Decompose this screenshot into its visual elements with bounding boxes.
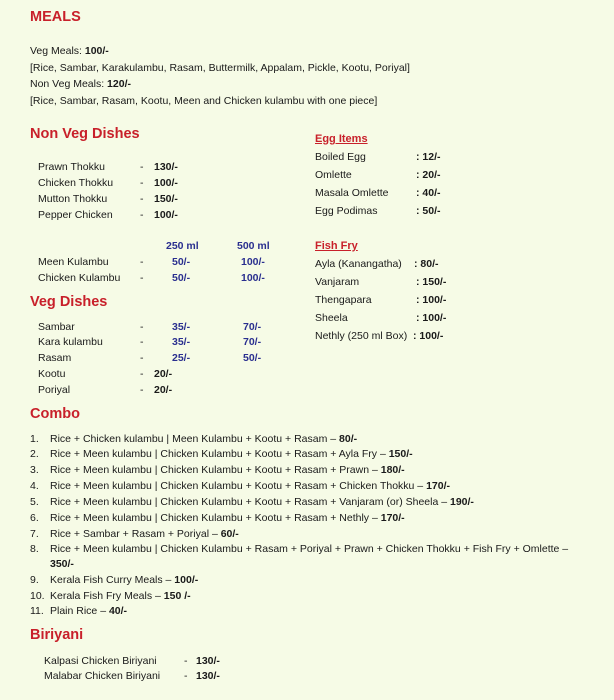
combo-text: Rice + Meen kulambu | Chicken Kulambu + Kootu + Rasam + Ayla Fry – — [50, 448, 389, 460]
kulambu-name: Meen Kulambu — [38, 256, 109, 268]
veg-item-name: Sambar — [38, 321, 75, 333]
nonveg-meals-line — [30, 78, 131, 90]
dash: - — [140, 352, 144, 364]
dash: - — [140, 177, 144, 189]
fish-item-price: : 100/- — [413, 330, 444, 342]
combo-item — [30, 512, 405, 524]
combo-price: 150 /- — [163, 590, 191, 602]
dash: - — [140, 368, 144, 380]
combo-text: Rice + Sambar + Rasam + Poriyal – — [50, 528, 221, 540]
combo-num: 7. — [30, 528, 39, 540]
veg-item-price: 20/- — [154, 384, 173, 396]
combo-price: 170/- — [380, 512, 405, 524]
egg-item-name: Egg Podimas — [315, 205, 378, 217]
combo-heading: Combo — [30, 406, 80, 422]
dash: - — [140, 161, 144, 173]
combo-item — [30, 464, 405, 476]
veg-meals-price: 100/- — [84, 45, 109, 57]
fish-item-name: Vanjaram — [315, 276, 360, 288]
price-250: 50/- — [172, 256, 191, 268]
egg-item-price: : 20/- — [416, 169, 441, 181]
combo-item-continued — [30, 558, 74, 570]
nonveg-item-name: Pepper Chicken — [38, 209, 113, 221]
biriyani-price: 130/- — [196, 670, 220, 682]
nonveg-item-price: 130/- — [154, 161, 178, 173]
combo-price: 60/- — [220, 528, 239, 540]
veg-heading: Veg Dishes — [30, 294, 108, 310]
dash: - — [184, 670, 188, 682]
combo-text: Kerala Fish Curry Meals – — [50, 574, 175, 586]
price-500: 70/- — [243, 336, 262, 348]
combo-text: Rice + Meen kulambu | Chicken Kulambu + Kootu + Rasam + Prawn – — [50, 464, 381, 476]
price-250: 35/- — [172, 321, 191, 333]
combo-num: 9. — [30, 574, 39, 586]
nonveg-heading: Non Veg Dishes — [30, 126, 140, 142]
combo-text: Rice + Chicken kulambu | Meen Kulambu + Kootu + Rasam – — [50, 433, 340, 445]
fish-item-name: Nethly (250 ml Box) — [315, 330, 408, 342]
combo-num: 3. — [30, 464, 39, 476]
dash: - — [140, 209, 144, 221]
veg-item-price: 20/- — [154, 368, 173, 380]
nonveg-item-name: Mutton Thokku — [38, 193, 108, 205]
nonveg-item-name: Chicken Thokku — [38, 177, 114, 189]
combo-text: Rice + Meen kulambu | Chicken Kulambu + Kootu + Rasam + Vanjaram (or) Sheela – — [50, 496, 450, 508]
combo-price: 80/- — [339, 433, 358, 445]
combo-price: 350/- — [50, 558, 74, 570]
dash: - — [140, 321, 144, 333]
egg-item-name: Boiled Egg — [315, 151, 366, 163]
price-250: 35/- — [172, 336, 191, 348]
price-500: 100/- — [241, 256, 265, 268]
dash: - — [140, 384, 144, 396]
biriyani-name: Kalpasi Chicken Biriyani — [44, 655, 157, 667]
nonveg-meals-price: 120/- — [107, 78, 131, 90]
egg-item-price: : 12/- — [416, 151, 441, 163]
egg-item-name: Masala Omlette — [315, 187, 389, 199]
combo-num: 8. — [30, 543, 39, 555]
combo-item — [30, 496, 474, 508]
combo-text: Rice + Meen kulambu | Chicken Kulambu + Kootu + Rasam + Nethly – — [50, 512, 381, 524]
combo-price: 180/- — [380, 464, 405, 476]
veg-meals-line — [30, 45, 109, 57]
veg-item-name: Rasam — [38, 352, 72, 364]
biriyani-price: 130/- — [196, 655, 220, 667]
combo-text: Rice + Meen kulambu | Chicken Kulambu + Kootu + Rasam + Chicken Thokku – — [50, 480, 427, 492]
combo-item — [30, 480, 450, 492]
nonveg-item-price: 100/- — [154, 177, 178, 189]
nonveg-meals-label: Non Veg Meals: — [30, 78, 108, 90]
nonveg-item-name: Prawn Thokku — [38, 161, 105, 173]
combo-item — [30, 543, 568, 555]
nonveg-item-price: 150/- — [154, 193, 178, 205]
dash: - — [184, 655, 188, 667]
veg-meals-label: Veg Meals: — [30, 45, 85, 57]
combo-item — [30, 433, 357, 445]
fish-item-name: Thengapara — [315, 294, 372, 306]
egg-item-price: : 40/- — [416, 187, 441, 199]
fish-item-price: : 150/- — [416, 276, 447, 288]
price-500: 70/- — [243, 321, 262, 333]
combo-num: 6. — [30, 512, 39, 524]
dash: - — [140, 193, 144, 205]
combo-price: 40/- — [108, 605, 128, 617]
combo-item — [30, 528, 239, 540]
egg-item-name: Omlette — [315, 169, 352, 181]
dash: - — [140, 272, 144, 284]
egg-item-price: : 50/- — [416, 205, 441, 217]
price-500: 50/- — [243, 352, 262, 364]
fish-item-name: Ayla (Kanangatha) — [315, 258, 402, 270]
veg-item-name: Kootu — [38, 368, 66, 380]
price-500: 100/- — [241, 272, 265, 284]
price-250: 25/- — [172, 352, 191, 364]
price-250: 50/- — [172, 272, 191, 284]
biriyani-name: Malabar Chicken Biriyani — [44, 670, 161, 682]
col-250ml: 250 ml — [166, 240, 199, 252]
combo-num: 11. — [30, 605, 44, 617]
fish-heading: Fish Fry — [315, 240, 358, 252]
combo-text: Plain Rice – — [50, 605, 109, 617]
combo-num: 4. — [30, 480, 39, 492]
combo-num: 5. — [30, 496, 39, 508]
biriyani-heading: Biriyani — [30, 627, 84, 643]
dash: - — [140, 256, 144, 268]
fish-item-price: : 100/- — [416, 312, 447, 324]
fish-item-name: Sheela — [315, 312, 348, 324]
dash: - — [140, 336, 144, 348]
veg-item-name: Poriyal — [38, 384, 71, 396]
nonveg-item-price: 100/- — [154, 209, 178, 221]
veg-item-name: Kara kulambu — [38, 336, 103, 348]
combo-text: Rice + Meen kulambu | Chicken Kulambu + Rasam + Poriyal + Prawn + Chicken Thokku + Fish Fry + Omlette – — [50, 543, 569, 555]
combo-item — [30, 574, 198, 586]
nonveg-meals-desc: [Rice, Sambar, Rasam, Kootu, Meen and Chicken kulambu with one piece] — [30, 95, 378, 107]
combo-item — [30, 590, 191, 602]
combo-price: 190/- — [449, 496, 474, 508]
fish-item-price: : 80/- — [414, 258, 439, 270]
combo-text: Kerala Fish Fry Meals – — [50, 590, 164, 602]
col-500ml: 500 ml — [237, 240, 270, 252]
combo-price: 170/- — [426, 480, 450, 492]
combo-price: 150/- — [388, 448, 413, 460]
combo-price: 100/- — [174, 574, 199, 586]
combo-item — [30, 448, 413, 460]
kulambu-name: Chicken Kulambu — [38, 272, 121, 284]
meals-heading: MEALS — [30, 9, 81, 25]
fish-item-price: : 100/- — [416, 294, 447, 306]
egg-heading: Egg Items — [315, 133, 368, 145]
combo-item — [30, 605, 127, 617]
combo-num: 1. — [30, 433, 39, 445]
combo-num: 10. — [30, 590, 45, 602]
combo-num: 2. — [30, 448, 39, 460]
veg-meals-desc: [Rice, Sambar, Karakulambu, Rasam, Buttermilk, Appalam, Pickle, Kootu, Poriyal] — [30, 62, 410, 74]
